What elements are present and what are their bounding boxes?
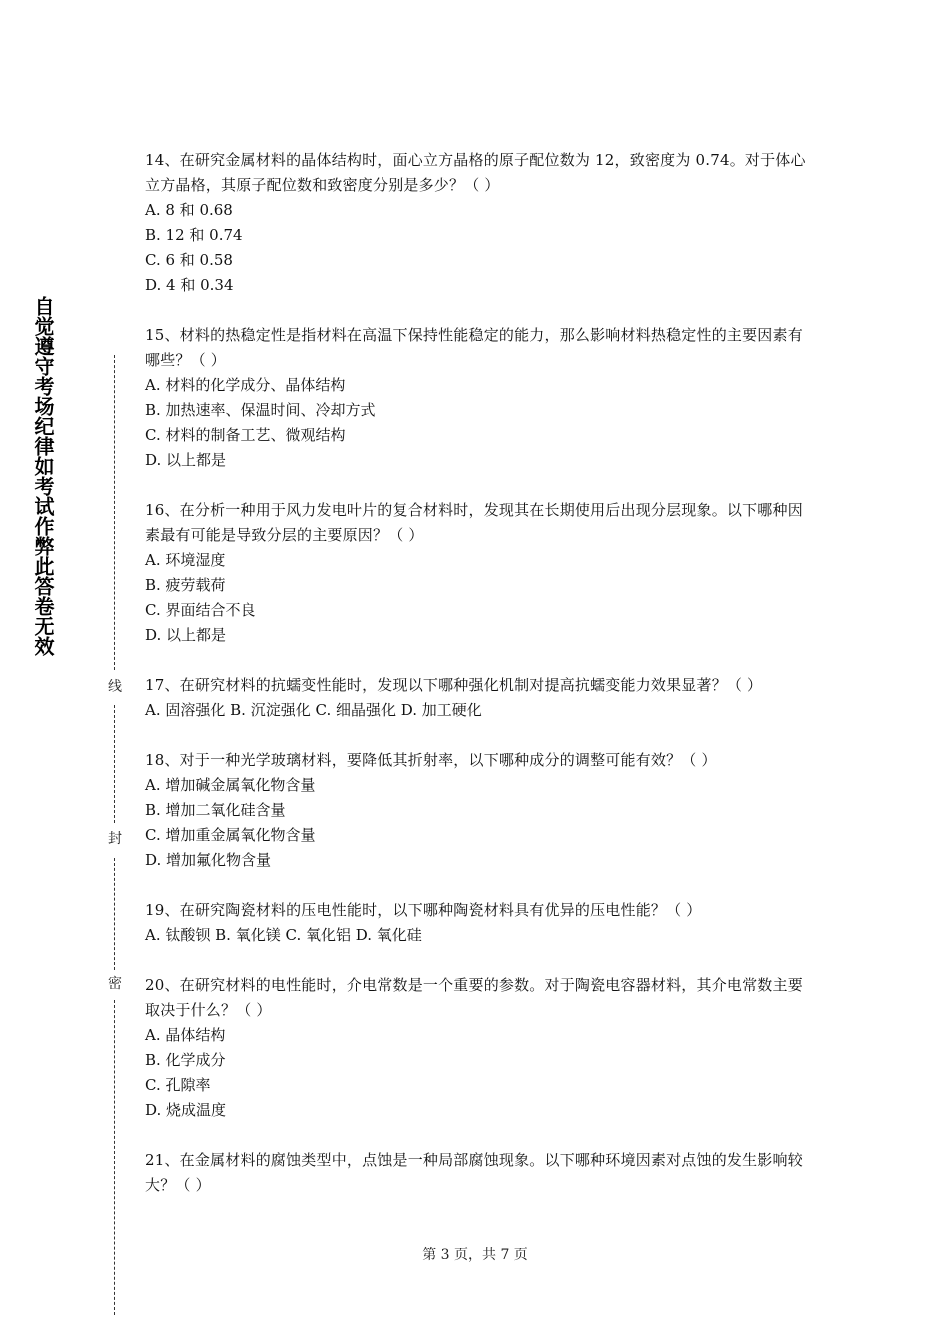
question-stem: 16、在分析一种用于风力发电叶片的复合材料时，发现其在长期使用后出现分层现象。以下哪种因素最有可能是导致分层的主要原因？（ ） [145,501,803,544]
answer-option: A. 8 和 0.68 [145,201,233,219]
answer-option: D. 以上都是 [145,626,227,644]
question-stem: 15、材料的热稳定性是指材料在高温下保持性能稳定的能力，那么影响材料热稳定性的主要因素有哪些？（ ） [145,326,803,369]
answer-option: B. 氧化镁 [215,926,281,944]
answer-option: C. 氧化铝 [285,926,351,944]
answer-option: B. 沉淀强化 [230,701,311,719]
question-stem: 21、在金属材料的腐蚀类型中，点蚀是一种局部腐蚀现象。以下哪种环境因素对点蚀的发生影响较大？（ ） [145,1151,803,1194]
answer-option: B. 12 和 0.74 [145,226,243,244]
answer-option: C. 增加重金属氧化物含量 [145,826,316,844]
question-item [145,498,815,648]
question-stem: 18、对于一种光学玻璃材料，要降低其折射率，以下哪种成分的调整可能有效？（ ） [145,751,717,769]
answer-option: B. 增加二氧化硅含量 [145,801,286,819]
answer-option: A. 材料的化学成分、晶体结构 [145,376,346,394]
binding-label-line: 线 [108,679,122,695]
answer-option: C. 孔隙率 [145,1076,211,1094]
answer-option: B. 疲劳载荷 [145,576,226,594]
answer-option: D. 氧化硅 [355,926,422,944]
answer-option: D. 4 和 0.34 [145,276,234,294]
answer-option: C. 细晶强化 [315,701,396,719]
question-item [145,973,815,1123]
answer-option: B. 加热速率、保温时间、冷却方式 [145,401,376,419]
answer-option: C. 界面结合不良 [145,601,256,619]
answer-option: D. 以上都是 [145,451,227,469]
answer-option: A. 环境湿度 [145,551,226,569]
question-stem: 17、在研究材料的抗蠕变性能时，发现以下哪种强化机制对提高抗蠕变能力效果显著？（ ） [145,676,763,694]
answer-option: A. 钛酸钡 [145,926,211,944]
exam-discipline-warning: 自觉遵守考场纪律如考试作弊此答卷无效 [31,296,55,656]
page-number: 第 3 页，共 7 页 [422,1247,528,1263]
binding-dashed-line [114,858,115,970]
binding-label-secret: 密 [108,976,122,992]
question-stem: 19、在研究陶瓷材料的压电性能时，以下哪种陶瓷材料具有优异的压电性能？（ ） [145,901,702,919]
question-stem: 20、在研究材料的电性能时，介电常数是一个重要的参数。对于陶瓷电容器材料，其介电常数主要取决于什么？（ ） [145,976,803,1019]
question-item [145,673,815,723]
question-item [145,748,815,873]
option-row [145,923,815,948]
question-item [145,898,815,948]
binding-label-seal: 封 [108,831,122,847]
answer-option: D. 加工硬化 [400,701,482,719]
question-item [145,323,815,473]
question-stem: 14、在研究金属材料的晶体结构时，面心立方晶格的原子配位数为 12，致密度为 0.74。对于体心立方晶格，其原子配位数和致密度分别是多少？（ ） [145,151,806,194]
question-item [145,148,815,298]
answer-option: A. 增加碱金属氧化物含量 [145,776,316,794]
binding-dashed-line [114,355,115,670]
answer-option: C. 6 和 0.58 [145,251,233,269]
option-row [145,698,815,723]
binding-dashed-line [114,1000,115,1315]
question-list [145,148,815,1223]
answer-option: B. 化学成分 [145,1051,226,1069]
binding-dashed-line [114,705,115,823]
answer-option: D. 烧成温度 [145,1101,227,1119]
answer-option: D. 增加氟化物含量 [145,851,272,869]
answer-option: C. 材料的制备工艺、微观结构 [145,426,346,444]
answer-option: A. 固溶强化 [145,701,226,719]
answer-option: A. 晶体结构 [145,1026,226,1044]
question-item [145,1148,815,1198]
